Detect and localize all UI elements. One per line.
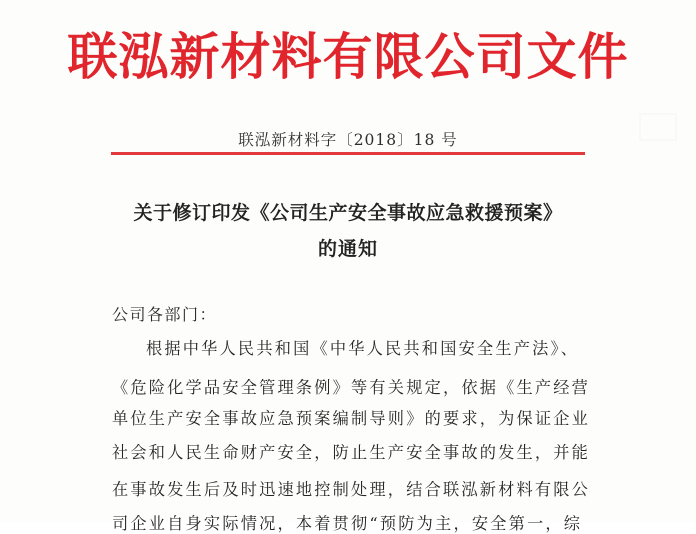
body-line-6: 司企业自身实际情况，本着贯彻“预防为主，安全第一，综: [112, 514, 583, 533]
body-line-4: 社会和人民生命财产安全，防止生产安全事故的发生，并能: [112, 443, 591, 462]
red-divider-rule: [111, 152, 585, 155]
notice-title-line-2: 的通知: [317, 238, 378, 260]
document-number: 联泓新材料字〔2018〕18 号: [238, 131, 458, 149]
org-masthead-title: 联泓新材料有限公司文件: [67, 28, 629, 86]
body-line-2: 《危险化学品安全管理条例》等有关规定，依据《生产经营: [112, 378, 591, 397]
faint-stamp-mark: [638, 112, 678, 142]
body-line-3: 单位生产安全事故应急预案编制导则》的要求，为保证企业: [112, 409, 591, 428]
body-line-5: 在事故发生后及时迅速地控制处理，结合联泓新材料有限公: [112, 480, 591, 499]
body-line-1: 根据中华人民共和国《中华人民共和国安全生产法》、: [146, 339, 580, 358]
notice-title-line-1: 关于修订印发《公司生产安全事故应急救援预案》: [133, 202, 563, 224]
salutation: 公司各部门：: [112, 305, 218, 324]
